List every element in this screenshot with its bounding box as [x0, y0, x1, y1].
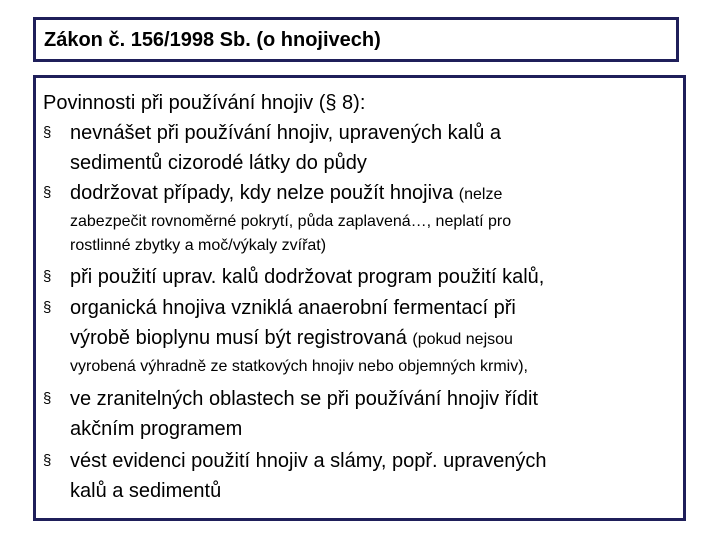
bullet-main-text: dodržovat případy, kdy nelze použít hnojiva: [70, 182, 454, 204]
bullet-marker: §: [43, 299, 52, 316]
slide-title: Zákon č. 156/1998 Sb. (o hnojivech): [44, 29, 381, 51]
bullet-note-line: vyrobená výhradně ze statkových hnojiv nebo objemných krmiv),: [70, 358, 528, 375]
bullet-line: kalů a sedimentů: [70, 480, 222, 502]
bullet-line: sedimentů cizorodé látky do půdy: [70, 152, 367, 174]
bullet-line: při použití uprav. kalů dodržovat program použití kalů,: [70, 266, 545, 288]
bullet-marker: §: [43, 124, 52, 141]
bullet-marker: §: [43, 452, 52, 469]
bullet-line: vést evidenci použití hnojiv a slámy, popř. upravených: [70, 450, 547, 472]
intro-text: Povinnosti při používání hnojiv (§ 8):: [43, 92, 366, 114]
bullet-line: ve zranitelných oblastech se při používání hnojiv řídit: [70, 388, 539, 410]
bullet-note-line: zabezpečit rovnoměrné pokrytí, půda zaplavená…, neplatí pro: [70, 213, 512, 230]
bullet-marker: §: [43, 390, 52, 407]
content-box: [33, 75, 686, 521]
bullet-main-text: výrobě bioplynu musí být registrovaná: [70, 327, 407, 349]
title-box: [33, 17, 679, 62]
bullet-line: organická hnojiva vzniklá anaerobní fermentací při: [70, 297, 516, 319]
bullet-marker: §: [43, 268, 52, 285]
bullet-marker: §: [43, 184, 52, 201]
bullet-line: akčním programem: [70, 418, 243, 440]
bullet-note-start: (nelze: [458, 186, 503, 203]
bullet-line: nevnášet při používání hnojiv, upravených kalů a: [70, 122, 502, 144]
bullet-note-start: (pokud nejsou: [412, 331, 513, 348]
bullet-note-line: rostlinné zbytky a moč/výkaly zvířat): [70, 237, 327, 254]
